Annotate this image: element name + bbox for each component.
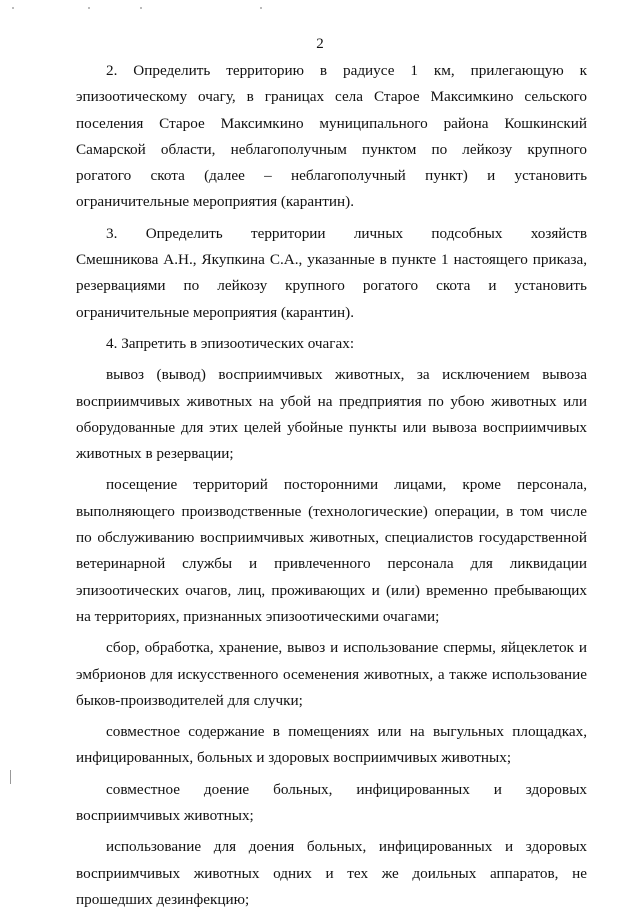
paragraph-line: рогатого скота (далее – неблагополучный пункт) и установить: [76, 167, 587, 185]
paragraph-line: эмбрионов для искусственного осеменения животных, а также использование: [76, 665, 587, 683]
paragraph-line: эпизоотическому очагу, в границах села Старое Максимкино сельского: [76, 88, 587, 106]
paragraph-line: совместное содержание в помещениях или на выгульных площадках,: [106, 723, 587, 741]
paragraph-line: сбор, обработка, хранение, вывоз и использование спермы, яйцеклеток и: [106, 639, 587, 657]
paragraph-p4c: [76, 635, 587, 714]
paragraph-p4a: [76, 362, 587, 467]
paragraph-p3: [76, 221, 587, 326]
scan-artifact: [260, 7, 262, 9]
paragraph-line: поселения Старое Максимкино муниципального района Кошкинский: [76, 114, 587, 132]
paragraph-line: Самарской области, неблагополучным пунктом по лейкозу крупного: [76, 140, 587, 158]
scan-artifact: [140, 7, 142, 9]
paragraph-p4b: [76, 472, 587, 630]
paragraph-line: прошедших дезинфекцию;: [76, 890, 250, 908]
paragraph-line: ветеринарной службы и привлеченного персонала для ликвидации: [76, 555, 587, 573]
paragraph-line: ограничительные мероприятия (карантин).: [76, 193, 355, 211]
paragraph-line: животных в резервации;: [76, 445, 234, 463]
paragraph-line: по обслуживанию восприимчивых животных, специалистов государственной: [76, 529, 587, 547]
paragraph-line: быков-производителей для случки;: [76, 691, 303, 709]
scan-artifact: [12, 7, 14, 9]
scan-artifact: [10, 770, 11, 784]
paragraph-line: Смешникова А.Н., Якупкина С.А., указанные в пункте 1 настоящего приказа,: [76, 251, 587, 269]
paragraph-line: восприимчивых животных на убой на предприятия по убою животных или: [76, 392, 587, 410]
document-body: [76, 58, 587, 918]
paragraph-line: посещение территорий посторонними лицами, кроме персонала,: [106, 476, 587, 494]
paragraph-line: 4. Запретить в эпизоотических очагах:: [106, 334, 355, 352]
page-number: 2: [316, 36, 324, 52]
paragraph-line: выполняющего производственные (технологические) операции, в том числе: [76, 502, 587, 520]
paragraph-p2: [76, 58, 587, 216]
paragraph-line: резервациями по лейкозу крупного рогатого скота и установить: [76, 277, 587, 295]
paragraph-line: совместное доение больных, инфицированных и здоровых: [106, 780, 587, 798]
paragraph-line: инфицированных, больных и здоровых восприимчивых животных;: [76, 749, 512, 767]
paragraph-line: использование для доения больных, инфицированных и здоровых: [106, 838, 587, 856]
paragraph-p4d: [76, 719, 587, 772]
paragraph-line: вывоз (вывод) восприимчивых животных, за исключением вывоза: [106, 366, 587, 384]
paragraph-line: 3. Определить территории личных подсобных хозяйств: [106, 224, 587, 242]
paragraph-p4f: [76, 834, 587, 913]
paragraph-p4: [76, 331, 587, 357]
scan-artifact: [88, 7, 90, 9]
paragraph-line: ограничительные мероприятия (карантин).: [76, 303, 355, 321]
paragraph-line: оборудованные для этих целей убойные пункты или вывоза восприимчивых: [76, 418, 587, 436]
paragraph-line: восприимчивых животных;: [76, 807, 254, 825]
paragraph-line: эпизоотических очагов, лиц, проживающих и (или) временно пребывающих: [76, 581, 587, 599]
paragraph-line: на территориях, признанных эпизоотическими очагами;: [76, 607, 440, 625]
paragraph-line: восприимчивых животных одних и тех же доильных аппаратов, не: [76, 864, 587, 882]
paragraph-line: 2. Определить территорию в радиусе 1 км, прилегающую к: [106, 62, 587, 79]
paragraph-p4e: [76, 777, 587, 830]
